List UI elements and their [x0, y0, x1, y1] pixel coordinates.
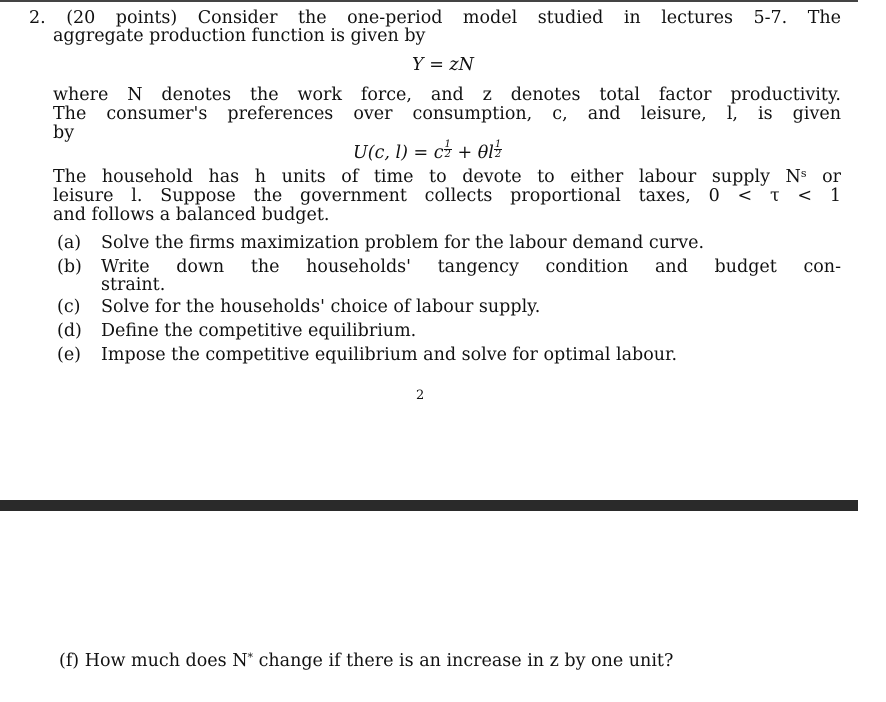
part-b-text: Write down the households' tangency condition and budget con-	[101, 257, 841, 277]
household-line-2: leisure l. Suppose the government collects proportional taxes, 0 < τ < 1	[53, 186, 841, 206]
page-separator	[0, 500, 858, 511]
eq-rhs: = zN	[429, 55, 474, 75]
page-2	[0, 511, 858, 702]
where-line-3: by	[53, 123, 75, 143]
problem-points: (20 points)	[66, 8, 178, 28]
household-line-3: and follows a balanced budget.	[53, 205, 330, 225]
intro-line-2: aggregate production function is given by	[53, 26, 426, 46]
utility-mid: + θl	[451, 143, 494, 163]
part-d-label: (d)	[57, 321, 82, 341]
part-a-label: (a)	[57, 233, 82, 253]
supply-superscript: s	[800, 167, 807, 180]
utility-lhs: U(c, l) = c	[353, 143, 444, 163]
eq-lhs: Y	[412, 55, 424, 75]
exponent-half-l: $\frac{1}{2}$	[494, 139, 502, 160]
star-superscript: *	[247, 651, 254, 664]
part-d-text: Define the competitive equilibrium.	[101, 321, 417, 341]
production-equation	[0, 56, 886, 75]
where-line-2: The consumer's preferences over consumption, c, and leisure, l, is given	[53, 104, 841, 124]
household-line-1: The household has h units of time to devote to either labour supply $N^s$ or	[53, 167, 841, 187]
part-a-text: Solve the firms maximization problem for the labour demand curve.	[101, 233, 705, 253]
part-c-label: (c)	[57, 297, 81, 317]
utility-equation	[353, 139, 502, 163]
intro-text: Consider the one-period model studied in lectures 5-7. The	[197, 8, 841, 28]
part-f-label: (f)	[59, 651, 80, 671]
part-b-label: (b)	[57, 257, 82, 277]
top-rule	[0, 0, 858, 2]
part-c-text: Solve for the households' choice of labour supply.	[101, 297, 541, 317]
part-e-label: (e)	[57, 345, 82, 365]
page-number: 2	[416, 388, 425, 403]
problem-number: 2.	[29, 8, 46, 28]
part-e-text: Impose the competitive equilibrium and solve for optimal labour.	[101, 345, 678, 365]
right-margin	[858, 0, 886, 702]
exponent-half-c: $\frac{1}{2}$	[444, 139, 451, 160]
part-b-text-cont: straint.	[101, 275, 166, 295]
part-f: (f) How much does N* change if there is an increase in z by one unit?	[59, 651, 674, 671]
where-line-1: where N denotes the work force, and z denotes total factor productivity.	[53, 85, 841, 105]
